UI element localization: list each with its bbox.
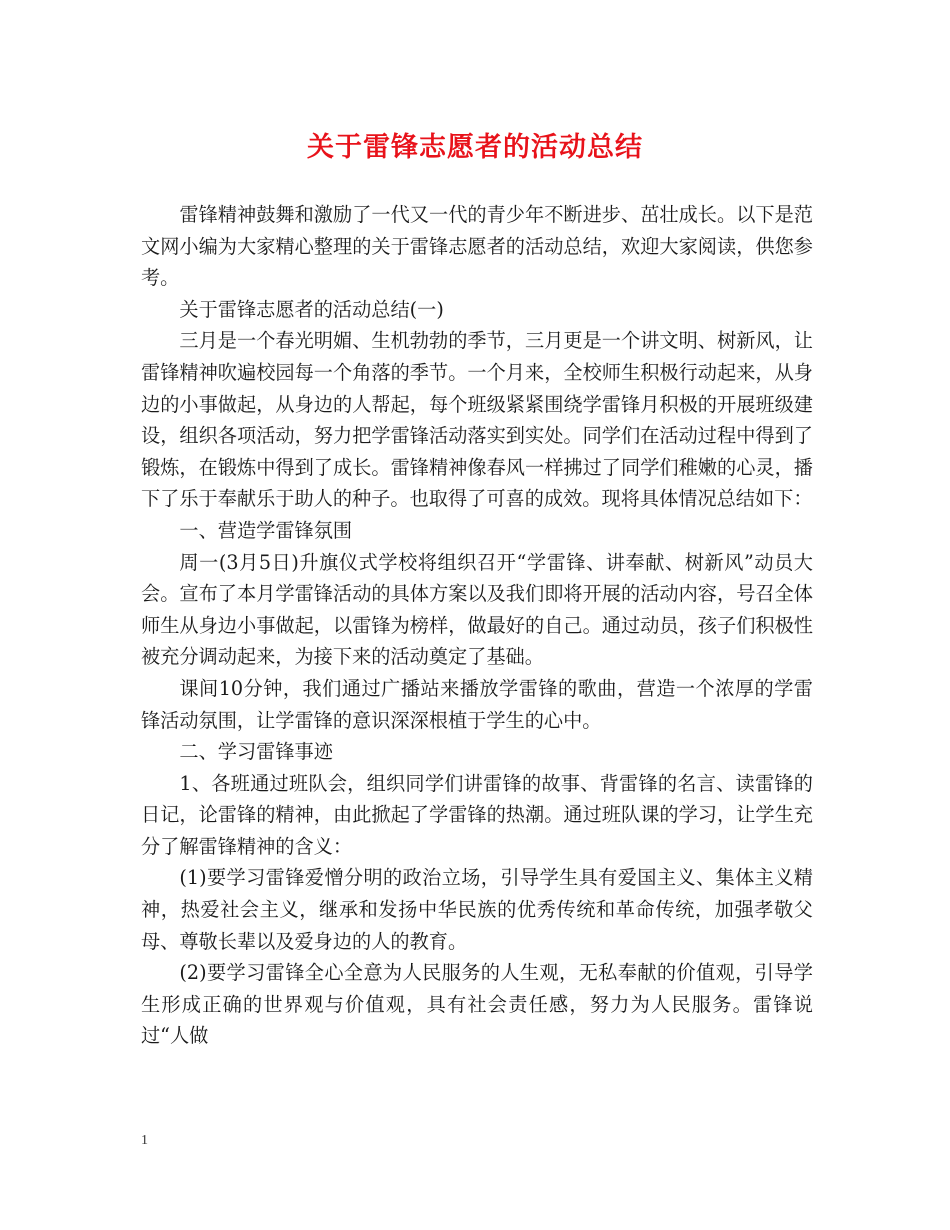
paragraph-section-heading: 关于雷锋志愿者的活动总结(一) (179, 297, 444, 321)
paragraph-march: 三月是一个春光明媚、生机勃勃的季节，三月更是一个讲文明、树新风，让雷锋精神吹遍校园每一个角落的季节。一个月来，全校师生积极行动起来，从身边的小事做起，从身边的人帮起，每个班级紧紧围绕学雷锋月积极的开展班级建设，组织各项活动，努力把学雷锋活动落实到实处。同学们在活动过程中得到了锻炼，在锻炼中得到了成长。雷锋精神像春风一样拂过了同学们稚嫩的心灵，播下了乐于奉献乐于助人的种子。也取得了可喜的成效。现将具体情况总结如下： (141, 329, 813, 511)
document-body (141, 199, 813, 1052)
paragraph-item-2: (2)要学习雷锋全心全意为人民服务的人生观，无私奉献的价值观，引导学生形成正确的世界观与价值观，具有社会责任感，努力为人民服务。雷锋说过“人做 (141, 961, 813, 1048)
paragraph-heading-atmosphere: 一、营造学雷锋氛围 (179, 518, 353, 542)
paragraph-monday-meeting: 周一(3月5日)升旗仪式学校将组织召开“学雷锋、讲奉献、树新风”动员大会。宣布了本月学雷锋活动的具体方案以及我们即将开展的活动内容，号召全体师生从身边小事做起，以雷锋为榜样，做最好的自己。通过动员，孩子们积极性被充分调动起来，为接下来的活动奠定了基础。 (141, 550, 813, 669)
paragraph-item-1: (1)要学习雷锋爱憎分明的政治立场，引导学生具有爱国主义、集体主义精神，热爱社会主义，继承和发扬中华民族的优秀传统和革命传统，加强孝敬父母、尊敬长辈以及爱身边的人的教育。 (141, 866, 813, 953)
paragraph-class-meeting: 1、各班通过班队会，组织同学们讲雷锋的故事、背雷锋的名言、读雷锋的日记，论雷锋的精神，由此掀起了学雷锋的热潮。通过班队课的学习，让学生充分了解雷锋精神的含义： (141, 771, 813, 858)
paragraph-heading-study: 二、学习雷锋事迹 (179, 740, 333, 764)
document-title: 关于雷锋志愿者的活动总结 (307, 132, 643, 163)
paragraph-intro: 雷锋精神鼓舞和激励了一代又一代的青少年不断进步、茁壮成长。以下是范文网小编为大家精心整理的关于雷锋志愿者的活动总结，欢迎大家阅读，供您参考。 (141, 203, 813, 290)
paragraph-broadcast: 课间10分钟，我们通过广播站来播放学雷锋的歌曲，营造一个浓厚的学雷锋活动氛围，让学雷锋的意识深深根植于学生的心中。 (141, 676, 813, 732)
page-number: 1 (141, 1133, 148, 1148)
